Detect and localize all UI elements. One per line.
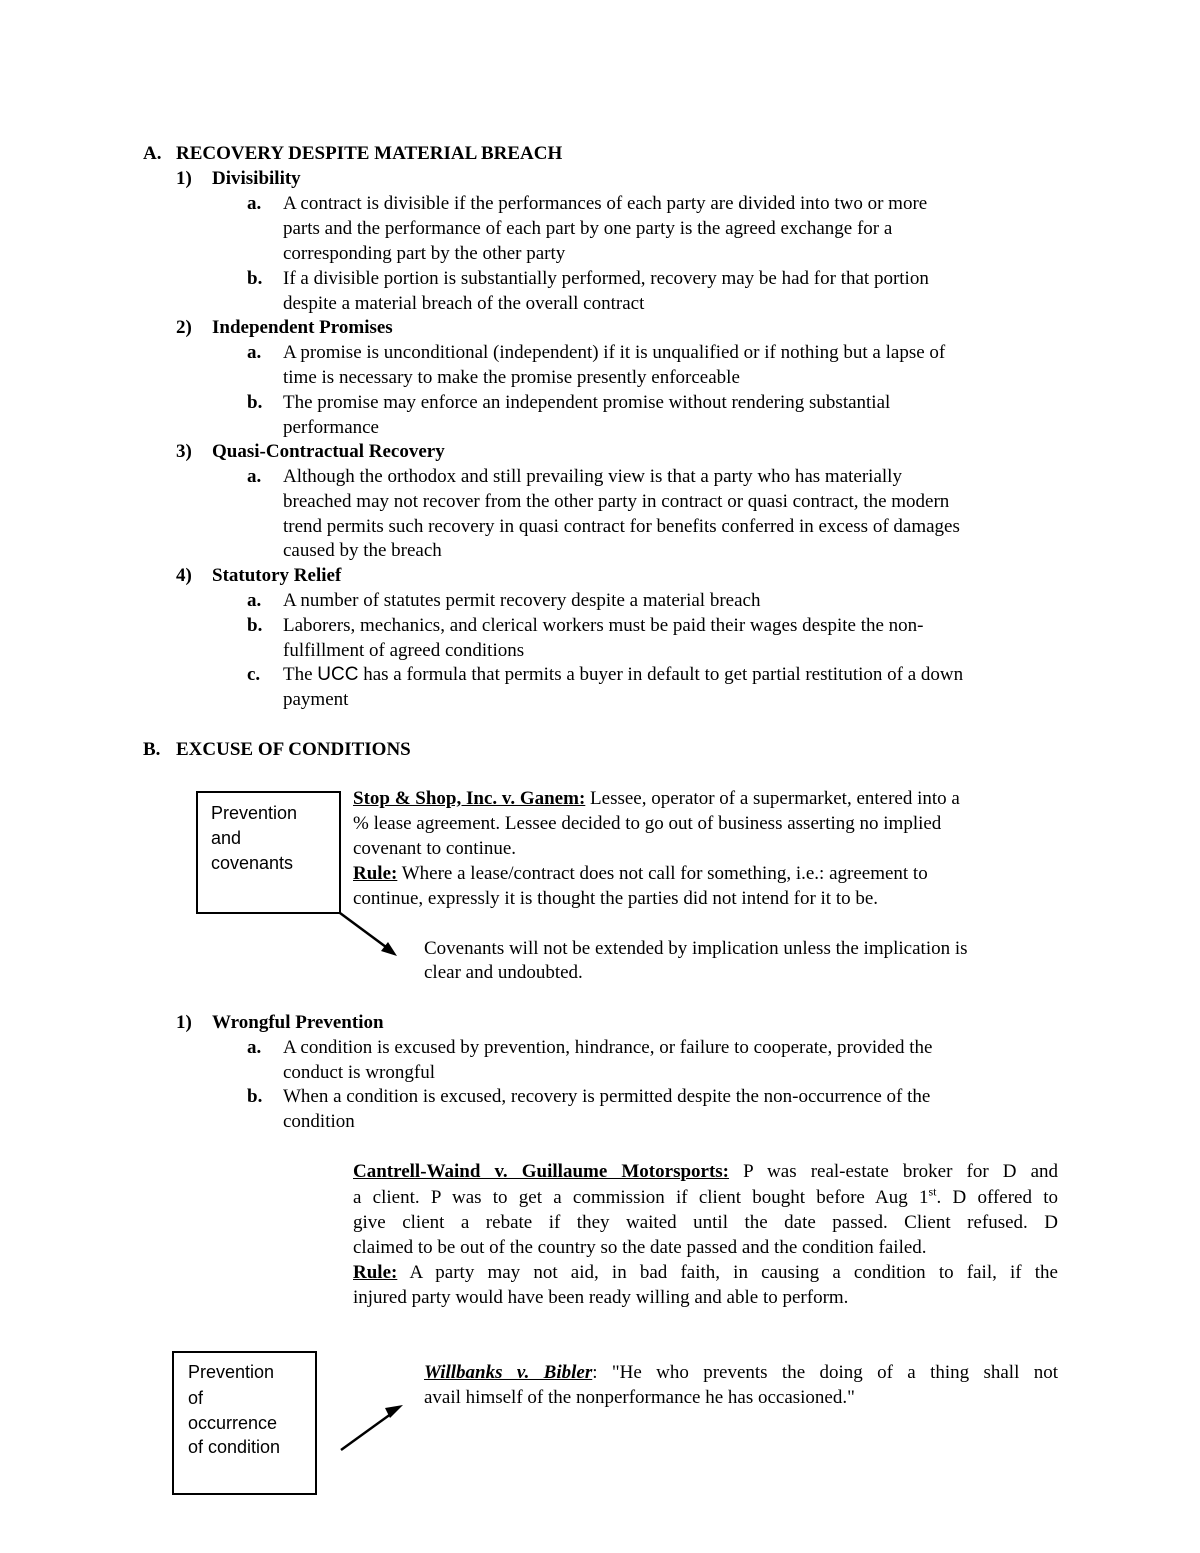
case-text: give client a rebate if they waited until the date passed. Client refused. D: [353, 1212, 1058, 1233]
case-text: covenant to continue.: [353, 838, 517, 859]
section-a-heading: RECOVERY DESPITE MATERIAL BREACH: [176, 143, 563, 164]
ucc-abbrev: UCC: [317, 664, 359, 685]
sub-text: conduct is wrongful: [283, 1062, 435, 1083]
sub-text: Although the orthodox and still prevailing view is that a party who has materially: [283, 466, 902, 487]
sub-text: The promise may enforce an independent promise without rendering substantial: [283, 392, 891, 413]
sub-letter: b.: [247, 268, 263, 289]
case-name: Cantrell-Waind v. Guillaume Motorsports:: [353, 1161, 730, 1182]
sub-text: A contract is divisible if the performances of each party are divided into two or more: [283, 193, 928, 214]
sub-letter: a.: [247, 342, 262, 363]
sub-letter: a.: [247, 1037, 262, 1058]
sub-text: payment: [283, 689, 349, 710]
case-willbanks: Willbanks v. Bibler: "He who prevents the doing of a thing shall not: [424, 1362, 1058, 1383]
box-text: and: [211, 828, 242, 848]
box-text: covenants: [211, 853, 294, 873]
item-number: 1): [176, 168, 192, 189]
box-text: of: [188, 1388, 204, 1408]
sub-text: A condition is excused by prevention, hindrance, or failure to cooperate, provided the: [283, 1037, 933, 1058]
sub-text: despite a material breach of the overall contract: [283, 293, 645, 314]
rule-label: Rule:: [353, 1262, 398, 1283]
item-title-independent-promises: Independent Promises: [212, 317, 393, 338]
section-b-letter: B.: [143, 739, 161, 760]
item-number: 2): [176, 317, 192, 338]
sub-text: Laborers, mechanics, and clerical workers must be paid their wages despite the non-: [283, 615, 924, 636]
sub-text: corresponding part by the other party: [283, 243, 566, 264]
item-number: 4): [176, 565, 192, 586]
box-text: occurrence: [188, 1413, 278, 1433]
sub-text: If a divisible portion is substantially performed, recovery may be had for that portion: [283, 268, 929, 289]
sub-text: breached may not recover from the other party in contract or quasi contract, the modern: [283, 491, 950, 512]
sub-text: time is necessary to make the promise presently enforceable: [283, 367, 740, 388]
arrow-down-right-icon: [335, 905, 405, 965]
sub-letter: a.: [247, 590, 262, 611]
sub-text: caused by the breach: [283, 540, 442, 561]
item-title-quasi-contractual: Quasi-Contractual Recovery: [212, 441, 445, 462]
sub-letter: a.: [247, 466, 262, 487]
covenant-note: clear and undoubted.: [424, 962, 583, 983]
box-text: Prevention: [188, 1362, 275, 1382]
sub-text: parts and the performance of each part by one party is the agreed exchange for a: [283, 218, 893, 239]
item-number: 1): [176, 1012, 192, 1033]
covenant-note: Covenants will not be extended by implication unless the implication is: [424, 938, 968, 959]
case-text: claimed to be out of the country so the date passed and the condition failed.: [353, 1237, 927, 1258]
sub-text: trend permits such recovery in quasi contract for benefits conferred in excess of damages: [283, 516, 960, 537]
case-stop-and-shop: Stop & Shop, Inc. v. Ganem: Lessee, operator of a supermarket, entered into a: [353, 788, 960, 809]
case-cantrell-waind: Cantrell-Waind v. Guillaume Motorsports: P was real-estate broker for D and: [353, 1161, 1059, 1182]
case-rule: Rule: A party may not aid, in bad faith, in causing a condition to fail, if the: [353, 1262, 1058, 1283]
item-number: 3): [176, 441, 192, 462]
sub-text: performance: [283, 417, 379, 438]
case-name: Stop & Shop, Inc. v. Ganem:: [353, 788, 586, 809]
sub-text: fulfillment of agreed conditions: [283, 640, 525, 661]
sub-letter: a.: [247, 193, 262, 214]
sub-letter: b.: [247, 615, 263, 636]
rule-label: Rule:: [353, 863, 398, 884]
sub-text-ucc: The UCC has a formula that permits a buyer in default to get partial restitution of a down: [283, 664, 964, 685]
item-title-divisibility: Divisibility: [212, 168, 301, 189]
arrow-up-right-icon: [335, 1395, 410, 1457]
case-text: a client. P was to get a commission if client bought before Aug 1st. D offered to: [353, 1184, 1058, 1208]
case-name: Willbanks v. Bibler: [424, 1362, 593, 1383]
section-b-heading: EXCUSE OF CONDITIONS: [176, 739, 411, 760]
sub-text: When a condition is excused, recovery is permitted despite the non-occurrence of the: [283, 1086, 931, 1107]
sub-text: A number of statutes permit recovery despite a material breach: [283, 590, 761, 611]
sub-letter: b.: [247, 392, 263, 413]
box-text: of condition: [188, 1437, 281, 1457]
case-text: continue, expressly it is thought the parties did not intend for it to be.: [353, 888, 879, 909]
case-text: % lease agreement. Lessee decided to go out of business asserting no implied: [353, 813, 942, 834]
sub-text: A promise is unconditional (independent) if it is unqualified or if nothing but a lapse of: [283, 342, 946, 363]
box-text: Prevention: [211, 803, 298, 823]
case-rule: Rule: Where a lease/contract does not call for something, i.e.: agreement to: [353, 863, 928, 884]
sub-letter: b.: [247, 1086, 263, 1107]
item-title-statutory-relief: Statutory Relief: [212, 565, 342, 586]
case-text: injured party would have been ready willing and able to perform.: [353, 1287, 849, 1308]
section-a-letter: A.: [143, 143, 162, 164]
item-title-wrongful-prevention: Wrongful Prevention: [212, 1012, 384, 1033]
sub-letter: c.: [247, 664, 261, 685]
sub-text: condition: [283, 1111, 355, 1132]
case-text: avail himself of the nonperformance he has occasioned.": [424, 1387, 855, 1408]
